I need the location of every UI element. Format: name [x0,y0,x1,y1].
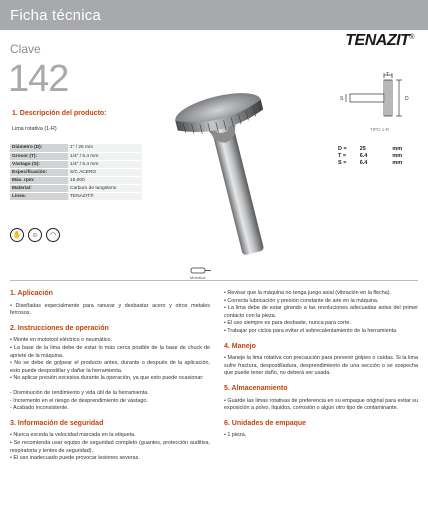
burr-shank [172,86,296,264]
consecuencia-item: - Disminución de rendimiento y vida útil de la herramienta. [10,389,149,396]
revision-item: • Correcta lubricación y presión constante de aire en la máquina. [224,297,379,304]
seguridad-heading: 3. Información de seguridad [10,419,104,427]
revision-item: • Trabajar por ciclos para evitar el sobrecalentamiento de la herramienta. [224,327,398,334]
dimension-row [335,152,405,159]
spec-row [10,176,142,184]
spec-value: 15,000 [68,176,142,184]
spec-key: Línea: [10,192,68,200]
spec-value: 1" / 25 mm [68,144,142,152]
empaque-text: • 1 pieza. [224,432,247,439]
header-bar [0,0,428,30]
product-image [160,70,310,265]
descripcion-subtitle: Lima rotativa (1-R) [12,126,57,132]
tipo-label: TIPO 1-R [370,127,390,132]
left-column [10,290,210,463]
instrucciones-heading: 2. Instrucciones de operación [10,324,109,332]
clave-number: 142 [8,58,69,100]
revision-item: • Revisar que la máquina no tenga juego axial (vibración en la flecha). [224,290,391,296]
instruccion-item: • La base de la lima debe de estar lo más cerca posible de la base de chuck de apriete de la máquina. [10,344,210,359]
face-mask-icon: ☺ [28,228,42,242]
descripcion-heading: 1. Descripción del producto: [12,110,107,117]
section-divider [10,280,418,281]
spec-value: S/C ACERO [68,168,142,176]
dimension-key: T = [338,152,347,159]
dimension-unit: mm [392,152,403,159]
dimension-value: 6.4 [359,159,368,166]
consecuencia-item: - Acabado inconsistente. [10,405,69,412]
manejo-text: • Maneje la lima rotativa con precaución para prevenir golpes o caídas. Si la lima sufre fractura, despostilladura, desprendimiento de una sección o se sospecha que puede tener daño, no deberá ser usada. [224,355,418,377]
almacenamiento-text: • Guarde las limas rotativas de preferencia en su empaque original para evitar su exposición a polvo, líquidos, corrosión o algún otro tipo de contaminante. [224,397,418,412]
spec-key: Especificación: [10,168,68,176]
dimension-row [335,159,405,166]
brand-logo-text: TENAZIT [345,32,410,49]
spec-key: Vástago (S): [10,160,68,168]
safety-icons [10,228,60,242]
mototool-icon [190,267,212,274]
spec-key: Material: [10,184,68,192]
spec-table [10,144,142,201]
spec-key: Máx. rpm: [10,176,68,184]
dimension-key: S = [338,159,347,166]
clave-label: Clave [10,42,41,56]
type-diagram [336,72,418,126]
spec-value: TENAZIT® [68,192,142,200]
almacenamiento-heading: 5. Almacenamiento [224,384,288,392]
gloves-icon: ✋ [10,228,24,242]
spec-row [10,192,142,200]
spec-key: Grosor (T): [10,152,68,160]
brand-logo [345,32,414,50]
spec-value: Carburo de tungsteno [68,184,142,192]
seguridad-item: • Se recomienda usar equipo de seguridad completo (guantes, protección auditiva, respiratoria y lentes de seguridad). [10,439,210,454]
dimension-unit: mm [392,159,403,166]
spec-key: Diámetro (D): [10,144,68,152]
spec-row [10,144,142,152]
dimension-row [335,145,405,152]
manejo-heading: 4. Manejo [224,342,256,350]
spec-row [10,184,142,192]
spec-row [10,152,142,160]
revision-item: • El uso siempre es para desbaste, nunca para corte. [224,320,351,327]
aplicacion-heading: 1. Aplicación [10,290,53,297]
seguridad-item: • El uso inadecuado puede provocar lesiones severas. [10,455,140,462]
dimension-unit: mm [392,145,403,152]
instruccion-item: • No se debe de golpear el producto antes, durante o después de la aplicación, esto puede despostillar y dañar la herramienta. [10,360,210,374]
spec-row [10,160,142,168]
ear-protection-icon: ◠ [46,228,60,242]
dimension-value: 6.4 [359,152,368,159]
instruccion-item: • Monte en mototool eléctrico o neumático. [10,337,112,344]
revision-item: • La lima debe de estar girando a las revoluciones adecuadas antes del primer contacto con la pieza. [224,305,418,319]
instruccion-item: • No aplicar presión excesiva durante la operación, ya que esto puede ocasionar: [10,375,204,382]
diagram-label-d: D [405,96,409,102]
diagram-label-s: S [340,96,344,102]
right-column [224,290,418,440]
mototool-label: Mototool [190,275,206,280]
brand-reg-mark: ® [409,34,414,41]
seguridad-item: • Nunca exceda la velocidad marcada en la etiqueta. [10,432,136,439]
spec-row [10,168,142,176]
diagram-label-t: T [386,72,390,78]
dimension-value: 25 [359,145,366,152]
header-title: Ficha técnica [10,7,101,24]
dimension-key: D = [338,145,347,152]
dimensions-table [335,145,405,166]
empaque-heading: 6. Unidades de empaque [224,419,307,427]
spec-value: 1/4" / 6.4 mm [68,160,142,168]
consecuencia-item: - Incremento en el riesgo de desprendimiento de vástago. [10,397,148,404]
aplicacion-text: • Diseñadas especialmente para ranurar y desbastar acero y otros metales ferrosos. [10,302,210,317]
spec-value: 1/4" / 6.4 mm [68,152,142,160]
